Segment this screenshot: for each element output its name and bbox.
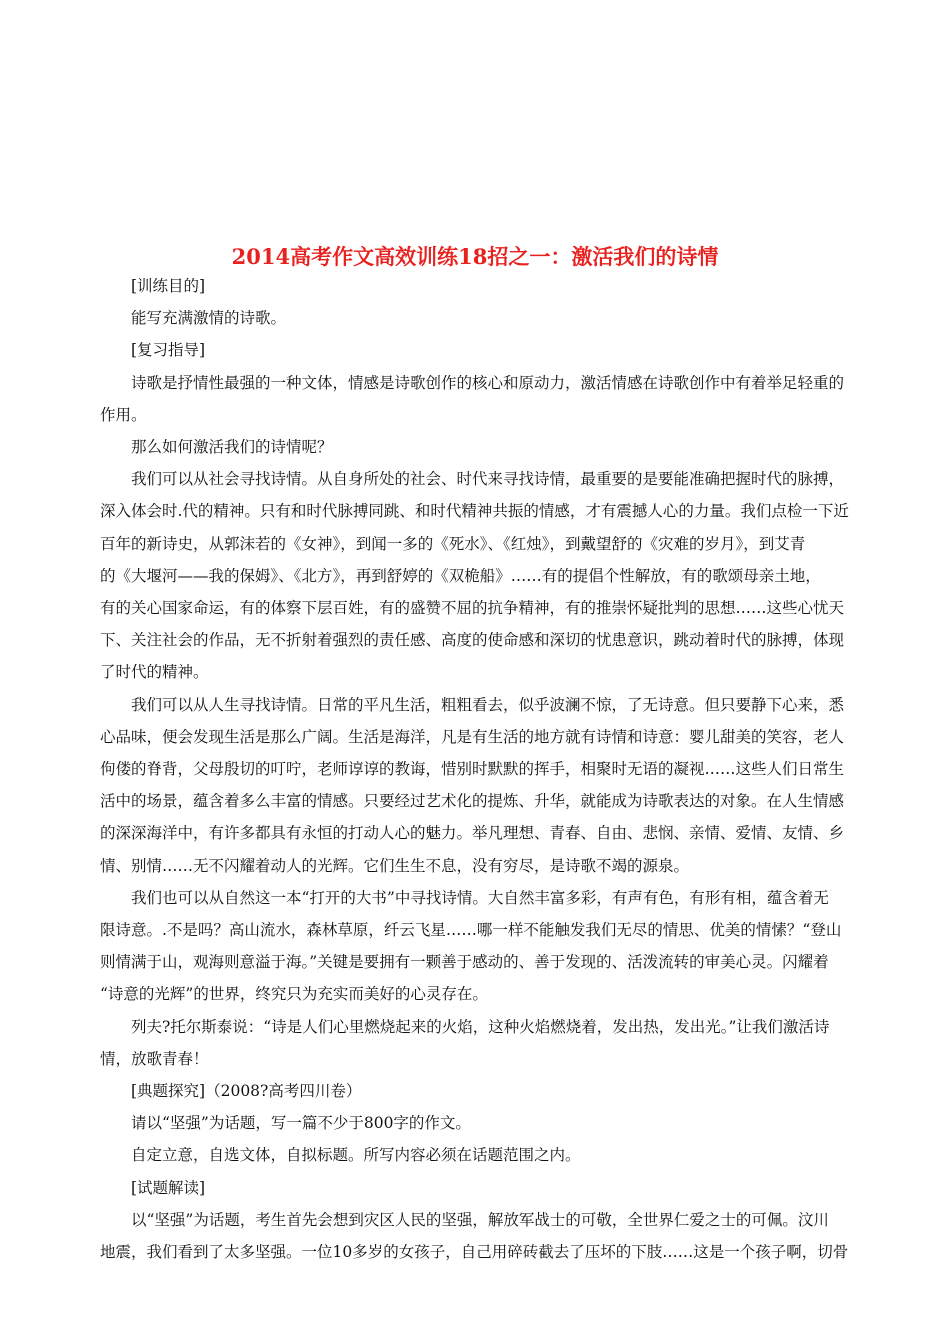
paragraph-life: 我们可以从人生寻找诗情。日常的平凡生活，粗粗看去，似乎波澜不惊，了无诗意。但只要静下心来，悉 心品味，便会发现生活是那么广阔。生活是海洋，凡是有生活的地方就有诗情和诗意：婴儿甜美的笑容，老人 佝偻的脊背，父母殷切的叮咛，老师谆谆的教诲，惜别时默默的挥手，相聚时无语的凝视……这些人们日常生 活中的场景，蕴含着多么丰富的情感。只要经过艺术化的提炼、升华，就能成为诗歌表达的对象。在人生情感 的深深海洋中，有许多都具有永恒的打动人心的魅力。举凡理想、青春、自由、悲悯、亲情、爱情、友情、乡 情、别情……无不闪耀着动人的光辉。它们生生不息，没有穷尽，是诗歌不竭的源泉。: [100, 695, 845, 875]
paragraph-training-goal: 能写充满激情的诗歌。: [131, 309, 287, 328]
section-heading-example-question: [典题探究]（2008?高考四川卷）: [131, 1082, 362, 1101]
paragraph-society: 我们可以从社会寻找诗情。从自身所处的社会、时代来寻找诗情，最重要的是要能准确把握时代的脉搏， 深入体会时.代的精神。只有和时代脉搏同跳、和时代精神共振的情感，才有震撼人心的力量。我们点检一下近 百年的新诗史，从郭沫若的《女神》，到闻一多的《死水》、《红烛》，到戴望舒的《灾难的岁月》，到艾青 的《大堰河——我的保姆》、《北方》，再到舒婷的《双桅船》……有的提倡个性解放，有的歌颂母亲土地， 有的关心国家命运，有的体察下层百姓，有的盛赞不屈的抗争精神，有的推崇怀疑批判的思想……这些心忧天 下、关注社会的作品，无不折射着强烈的责任感、高度的使命感和深切的忧患意识，跳动着时代的脉搏，体现 了时代的精神。: [100, 470, 849, 682]
paragraph-question: 那么如何激活我们的诗情呢？: [131, 438, 333, 457]
document-title: 2014高考作文高效训练18招之一：激活我们的诗情: [231, 244, 719, 270]
paragraph-tolstoy-quote: 列夫?托尔斯泰说：“诗是人们心里燃烧起来的火焰，这种火焰燃烧着，发出热，发出光。”让我们激活诗 情，放歌青春！: [100, 1017, 830, 1068]
document-body: [100, 270, 880, 1268]
section-heading-training-goal: [训练目的]: [131, 277, 206, 295]
paragraph-nature: 我们也可以从自然这一本“打开的大书”中寻找诗情。大自然丰富多彩，有声有色，有形有相，蕴含着无 限诗意。.不是吗？高山流水，森林草原，纤云飞星……哪一样不能触发我们无尽的情思、优美的情愫？“登山 则情满于山，观海则意溢于海。”关键是要拥有一颗善于感动的、善于发现的、活泼流转的审美心灵。闪耀着 “诗意的光辉”的世界，终究只为充实而美好的心灵存在。: [100, 888, 842, 1004]
paragraph-interpretation: 以“坚强”为话题，考生首先会想到灾区人民的坚强，解放军战士的可敬，全世界仁爱之士的可佩。汶川 地震，我们看到了太多坚强。一位10多岁的女孩子，自己用碎砖截去了压坏的下肢……这是一个孩子啊，切骨: [100, 1210, 849, 1262]
paragraph-prompt: 请以“坚强”为话题，写一篇不少于800字的作文。: [131, 1114, 471, 1133]
paragraph-requirements: 自定立意，自选文体，自拟标题。所写内容必须在话题范围之内。: [131, 1146, 581, 1165]
paragraph-poetry-intro: 诗歌是抒情性最强的一种文体，情感是诗歌创作的核心和原动力，激活情感在诗歌创作中有着举足轻重的 作用。: [100, 373, 845, 424]
section-heading-review-guidance: [复习指导]: [131, 341, 206, 360]
section-heading-interpretation: [试题解读]: [131, 1178, 206, 1197]
